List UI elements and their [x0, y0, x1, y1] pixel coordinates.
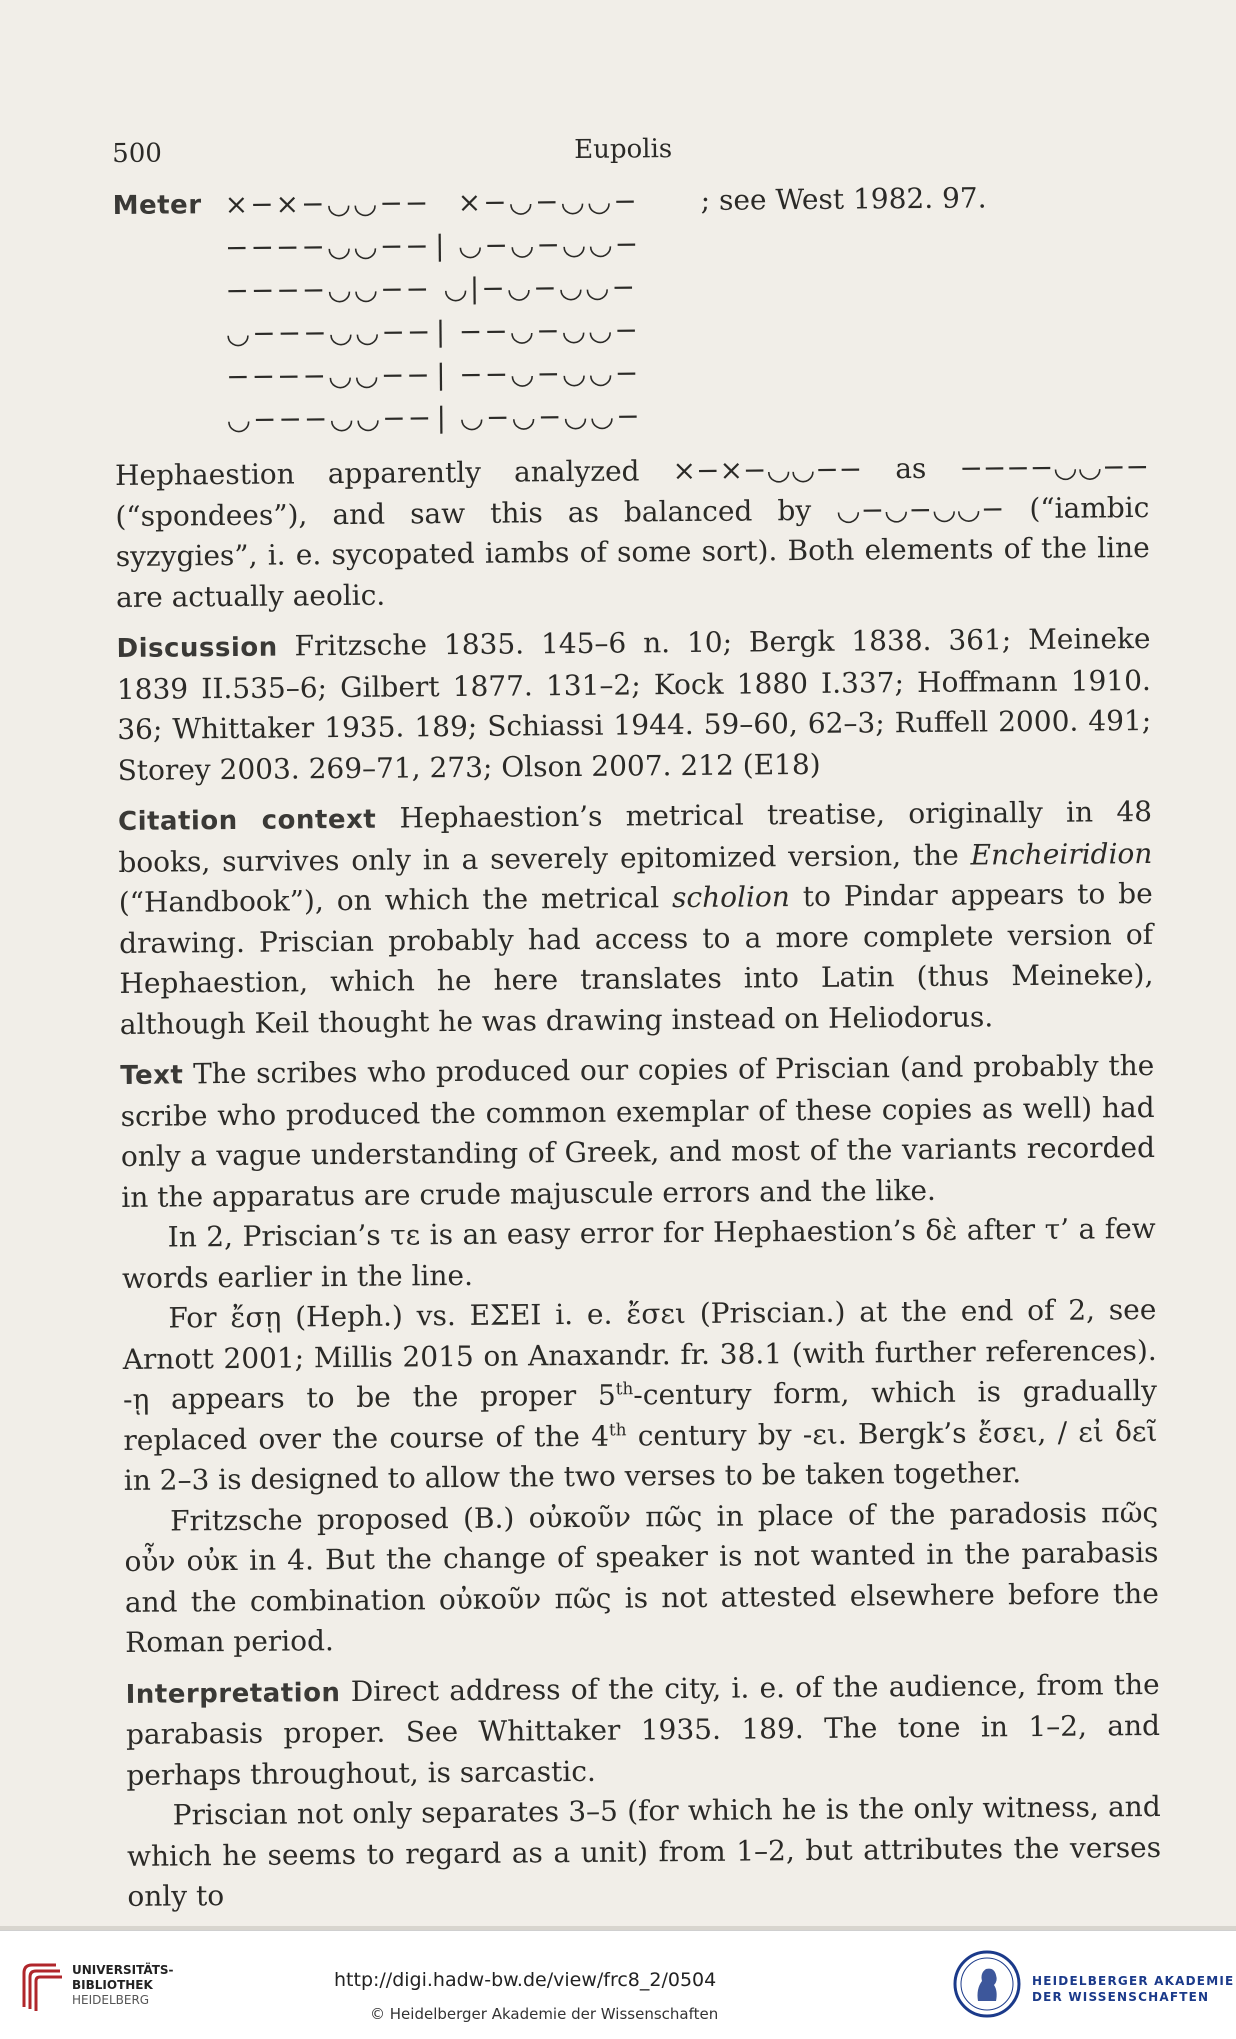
meter-separator: |	[436, 401, 449, 435]
meter-separator: |	[435, 315, 448, 349]
discussion-text: Fritzsche 1835. 145–6 n. 10; Bergk 1838. 361; Meineke 1839 II.535–6; Gilbert 1877. 131–2; Kock 1880 I.337; Hoffmann 1910. 36; Whittaker 1935. 189; Schiassi 1944. 59–60, 62–3; Ruffell 2000. 491; Storey 2003. 269–71, 273; Olson 2007. 212 (E18)	[116, 621, 1152, 787]
citation-context-text: Hephaestion’s metrical treatise, originally in 48 books, survives only in a severely epitomized version, the	[118, 794, 1153, 879]
citation-context-label: Citation context	[117, 804, 377, 837]
discussion-section	[116, 619, 1151, 791]
meter-scheme-right: −−◡−◡◡−	[459, 356, 641, 391]
viewer-footer	[0, 1930, 1236, 2039]
text-section	[120, 1046, 1159, 1664]
citation-context-section	[118, 792, 1154, 1045]
meter-label: Meter	[112, 190, 202, 221]
academy-name	[1032, 1973, 1234, 2005]
text-paragraph-body: The scribes who produced our copies of Priscian (and probably the scribe who produced the common exemplar of these copies as well) had only a vague understanding of Greek, and most of the variants recorded in the apparatus are crude majuscule errors and the like.	[120, 1048, 1156, 1214]
university-library-name	[72, 1963, 174, 2008]
meter-scheme-left: ◡−−−◡◡−−	[226, 401, 434, 437]
meter-note: ; see West 1982. 97.	[700, 181, 987, 217]
discussion-label: Discussion	[116, 632, 278, 664]
meter-separator: |	[434, 229, 447, 263]
citation-context-text: (“Handbook”), on which the metrical	[118, 881, 673, 919]
copyright-text: © Heidelberger Akademie der Wissenschaften	[370, 2005, 719, 2023]
ub-line: HEIDELBERG	[72, 1993, 150, 2007]
interpretation-paragraph	[125, 1664, 1160, 1796]
running-head	[112, 119, 1146, 174]
academy-line: HEIDELBERGER AKADEMIE	[1032, 1974, 1235, 1988]
superscript: th	[615, 1378, 634, 1399]
text-paragraph	[122, 1290, 1158, 1502]
page-content	[112, 119, 1162, 1917]
text-paragraph-body: century by -ει. Bergk’s ἔσει, / εἰ δεῖ in 2–3 is designed to allow the two verses to be taken together.	[123, 1414, 1158, 1497]
meter-scheme-left: ×−×−◡◡−−	[224, 186, 431, 222]
citation-context-italic: Encheiridion	[970, 836, 1153, 872]
university-library-logo-icon	[16, 1959, 66, 2015]
meter-scheme-left: −−−−◡◡−−	[225, 272, 432, 308]
text-paragraph	[120, 1046, 1155, 1218]
text-paragraph-body: For ἔσῃ (Heph.) vs. ΕΣΕΙ i. e. ἔσει (Priscian.) at the end of 2, see Arnott 2001; Millis 2015 on Anaxandr. fr. 38.1 (with further references). -ῃ appears to be the proper 5	[122, 1292, 1157, 1416]
interpretation-label: Interpretation	[125, 1677, 341, 1710]
text-paragraph: Fritzsche proposed (B.) οὐκοῦν πῶς in place of the paradosis πῶς οὖν οὐκ in 4. But the change of speaker is not wanted in the parabasis and the combination οὐκοῦν πῶς is not attested elsewhere before the Roman period.	[124, 1495, 1159, 1659]
running-title: Eupolis	[574, 134, 673, 165]
text-paragraph: In 2, Priscian’s τε is an easy error for Hephaestion’s δὲ after τ’ a few words earlier in the line.	[121, 1211, 1156, 1295]
meter-scheme-right: ×−◡−◡◡−	[457, 184, 639, 219]
meter-scheme-left: −−−−◡◡−−	[226, 358, 432, 394]
meter-scheme-right: ◡|−◡−◡◡−	[443, 270, 638, 306]
source-url-link[interactable]: http://digi.hadw-bw.de/view/frc8_2/0504	[334, 1969, 717, 1991]
page-number: 500	[112, 138, 162, 169]
meter-scheme-right: ◡−◡−◡◡−	[457, 227, 641, 262]
meter-row	[114, 392, 1148, 444]
academy-seal-icon	[952, 1949, 1022, 2019]
meter-explanation: Hephaestion apparently analyzed ×−×−◡◡−− as −−−−◡◡−− (“spondees”), and saw this as balanced by ◡−◡−◡◡− (“iambic syzygies”, i. e. sycopated iambs of some sort). Both elements of the line are actually aeolic.	[114, 449, 1150, 614]
meter-scheme-left: ◡−−−◡◡−−	[225, 315, 433, 351]
text-label: Text	[120, 1060, 184, 1091]
citation-context-italic: scholion	[671, 880, 790, 915]
ub-line: UNIVERSITÄTS-	[72, 1963, 174, 1977]
academy-line: DER WISSENSCHAFTEN	[1032, 1990, 1210, 2004]
citation-context-text: to Pindar appears to be drawing. Priscian probably had access to a more complete version of Hephaestion, which he here translates into Latin (thus Meineke), although Keil thought he was drawing instead on Heliodorus.	[118, 876, 1154, 1041]
ub-line: BIBLIOTHEK	[72, 1978, 153, 1992]
superscript: th	[608, 1418, 627, 1439]
interpretation-section	[125, 1664, 1161, 1917]
meter-scheme-left: −−−−◡◡−−	[224, 229, 431, 265]
text-paragraph-body: -century form, which is gradually replaced over the course of the 4	[123, 1373, 1158, 1457]
interpretation-paragraph-body: Direct address of the city, i. e. of the audience, from the parabasis proper. See Whittaker 1935. 189. The tone in 1–2, and perhaps throughout, is sarcastic.	[125, 1667, 1161, 1792]
meter-scheme-right: −−◡−◡◡−	[458, 313, 641, 348]
meter-block	[113, 177, 1149, 444]
meter-scheme-right: ◡−◡−◡◡−	[459, 399, 642, 434]
interpretation-paragraph: Priscian not only separates 3–5 (for which he is the only witness, and which he seems to regard as a unit) from 1–2, but attributes the verses only to	[126, 1789, 1162, 1913]
meter-separator: |	[436, 358, 448, 392]
